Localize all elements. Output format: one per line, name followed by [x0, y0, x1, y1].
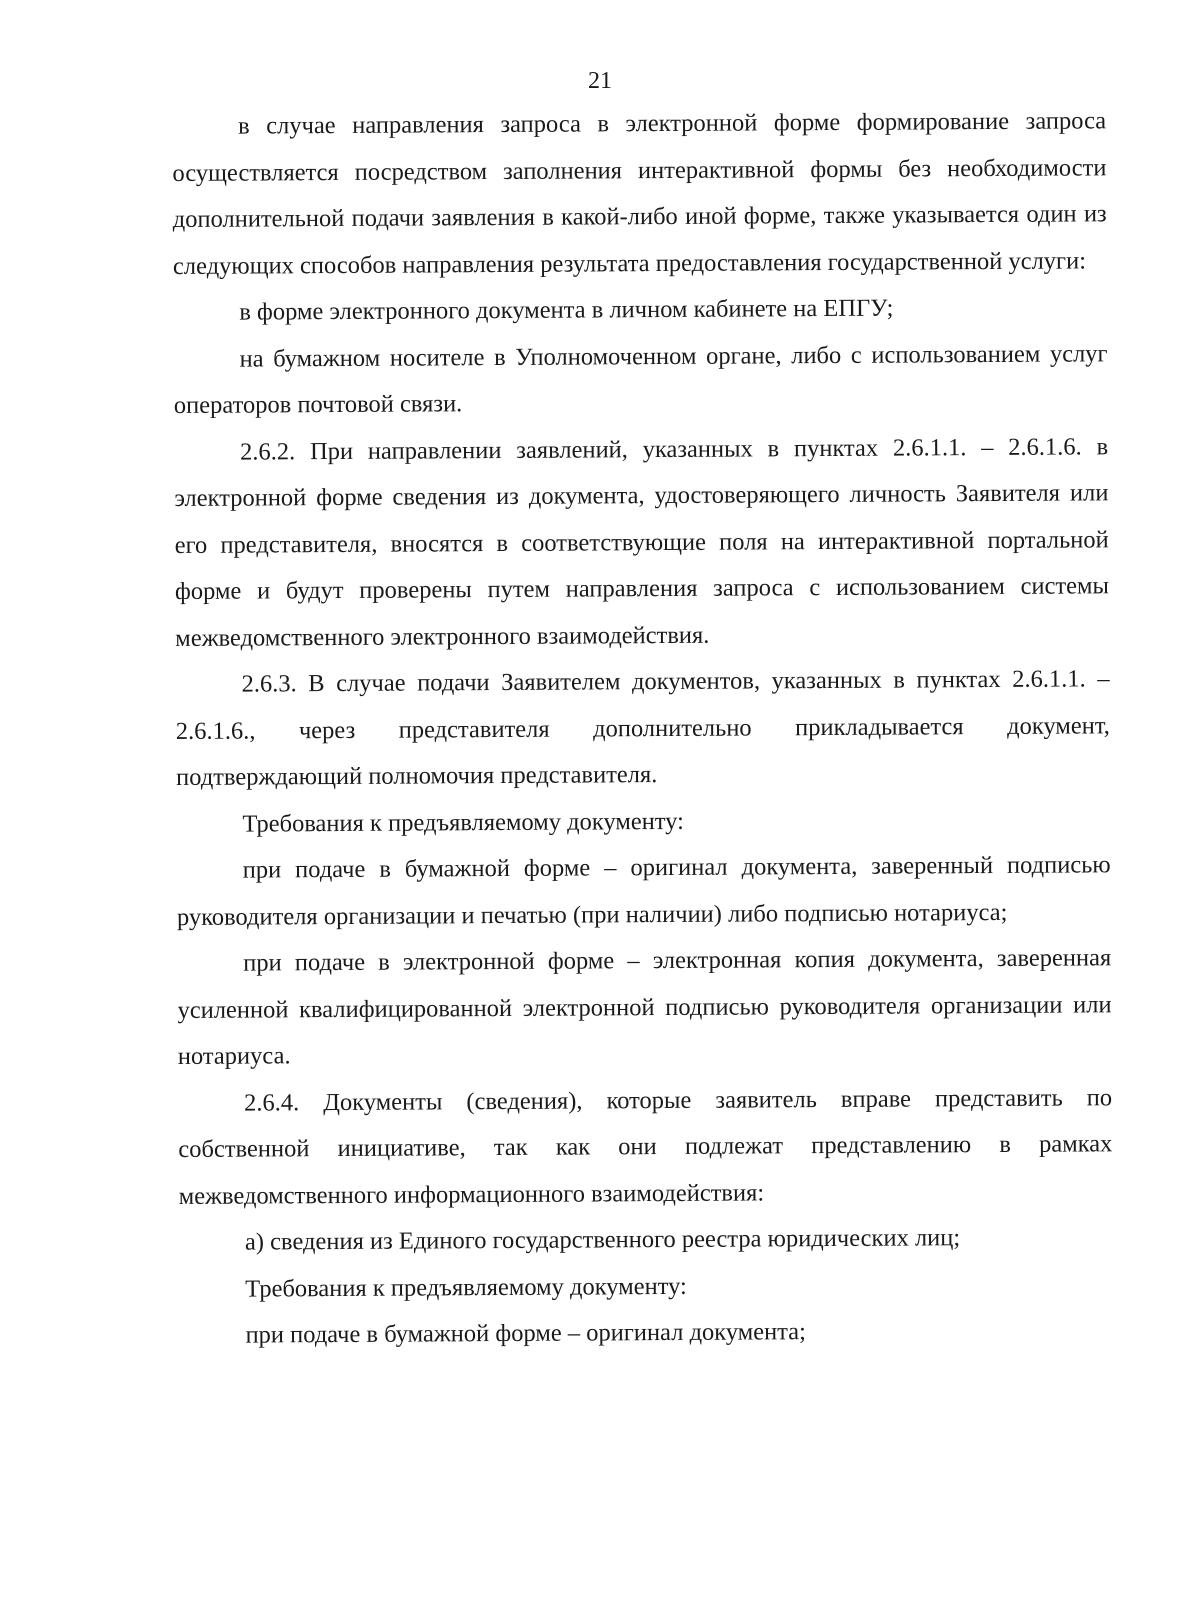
paragraph-requirements-2: Требования к предъявляемому документу:: [245, 1272, 687, 1303]
paragraph-requirements-1: Требования к предъявляемому документу:: [242, 807, 685, 838]
paragraph-paper-original-2: при подаче в бумажной форме – оригинал документа;: [245, 1318, 806, 1349]
paragraph-paper-carrier: на бумажном носителе в Уполномоченном органе, либо с использованием услуг операторов почтовой связи.: [173, 339, 1108, 419]
paragraph-2-6-3: 2.6.3. В случае подачи Заявителем документов, указанных в пунктах 2.6.1.1. – 2.6.1.6., через представителя дополнительно прикладывается документ, подтверждающий полномочия представителя.: [175, 665, 1110, 791]
paragraph-paper-original: при подаче в бумажной форме – оригинал документа, заверенный подписью руководителя организации и печатью (при наличии) либо подписью нотариуса;: [176, 851, 1111, 931]
paragraph-epgu-cabinet: в форме электронного документа в личном кабинете на ЕПГУ;: [239, 294, 894, 326]
paragraph-electronic-copy: при подаче в электронной форме – электронная копия документа, заверенная усиленной квалифицированной электронной подписью руководителя организации или нотариуса.: [177, 944, 1112, 1070]
paragraph-2-6-2: 2.6.2. При направлении заявлений, указанных в пунктах 2.6.1.1. – 2.6.1.6. в электронной форме сведения из документа, удостоверяющего личность Заявителя или его представителя, вносятся в соответствующие поля на интерактивной портальной форме и будут проверены путем направления запроса с использованием системы межведомственного электронного взаимодействия.: [174, 432, 1110, 652]
document-body: [172, 98, 1114, 1359]
paragraph-electronic-request: в случае направления запроса в электронной форме формирование запроса осуществляется посредством заполнения интерактивной формы без необходимости дополнительной подачи заявления в какой-либо иной форме, также указывается один из следующих способов направления результата предоставления государственной услуги:: [172, 107, 1107, 280]
paragraph-egrul: а) сведения из Единого государственного реестра юридических лиц;: [244, 1224, 961, 1256]
page-number: 21: [588, 68, 612, 94]
paragraph-2-6-4: 2.6.4. Документы (сведения), которые заявитель вправе представить по собственной инициативе, так как они подлежат представлению в рамках межведомственного информационного взаимодействия:: [178, 1083, 1113, 1210]
